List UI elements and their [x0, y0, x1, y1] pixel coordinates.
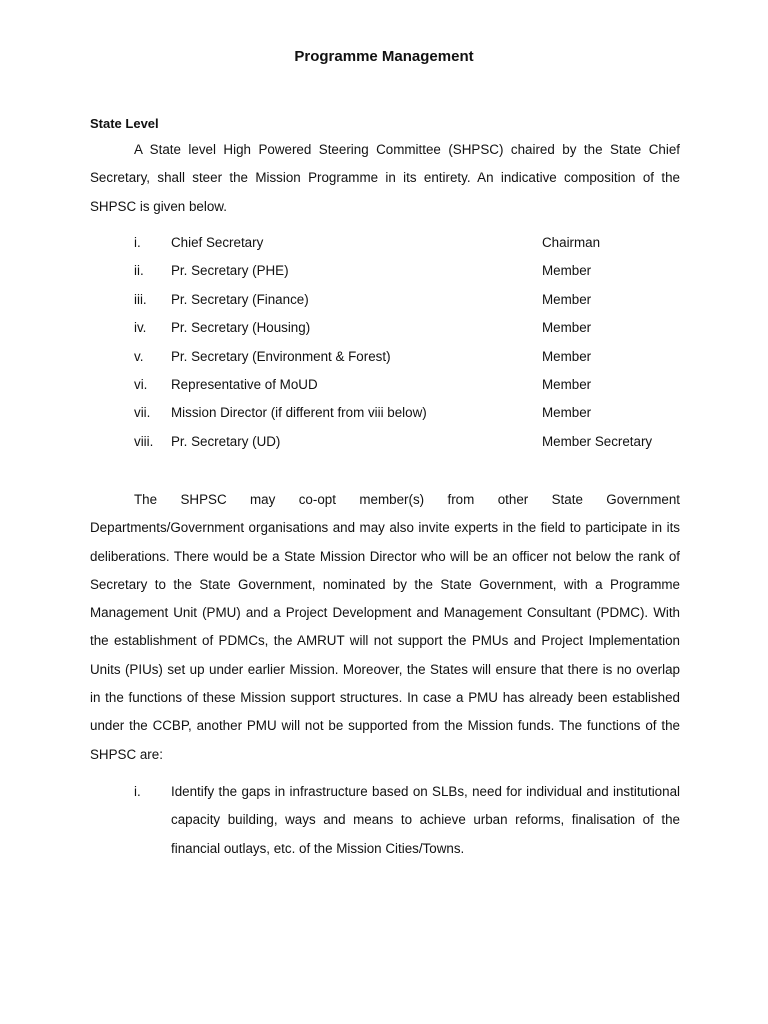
member-number: i.	[134, 235, 141, 250]
member-row	[0, 428, 768, 456]
member-row	[0, 229, 768, 257]
member-role: Member	[542, 348, 592, 364]
member-row	[0, 314, 768, 342]
member-row	[0, 343, 768, 371]
member-number: vii.	[134, 405, 151, 421]
member-name: Mission Director (if different from viii below)	[171, 405, 427, 421]
document-title: Programme Management	[294, 48, 474, 65]
member-name: Pr. Secretary (Finance)	[171, 291, 309, 307]
member-number: vi.	[134, 376, 148, 392]
member-row	[0, 257, 768, 285]
member-row	[0, 286, 768, 314]
member-number: iv.	[134, 320, 147, 336]
intro-paragraph: A State level High Powered Steering Committee (SHPSC) chaired by the State Chief Secretary, shall steer the Mission Programme in its entirety. An indicative composition of the SHPSC is given below.	[90, 142, 680, 214]
member-name: Chief Secretary	[171, 235, 264, 250]
shpsc-functions-list	[0, 778, 768, 863]
member-role: Member Secretary	[542, 433, 653, 449]
member-role: Member	[542, 376, 592, 392]
member-row	[0, 399, 768, 427]
committee-members-list	[0, 229, 768, 456]
function-text: Identify the gaps in infrastructure based on SLBs, need for individual and institutional capacity building, ways and means to achieve urban reforms, finalisation of the financial outlays, etc. of the Mission Cities/Towns.	[171, 784, 680, 856]
member-number: iii.	[134, 291, 147, 307]
member-name: Pr. Secretary (Environment & Forest)	[171, 348, 391, 364]
function-number: i.	[134, 784, 141, 799]
member-number: v.	[134, 348, 144, 364]
member-role: Chairman	[542, 235, 601, 250]
member-role: Member	[542, 405, 592, 421]
function-item	[0, 778, 768, 863]
member-number: ii.	[134, 263, 144, 279]
member-name: Pr. Secretary (Housing)	[171, 320, 311, 336]
shpsc-paragraph: The SHPSC may co-opt member(s) from other State Government Departments/Government organisations and may also invite experts in the field to participate in its deliberations. There would be a State Mission Director who will be an officer not below the rank of Secretary to the State Government, nominated by the State Government, with a Programme Management Unit (PMU) and a Project Development and Management Consultant (PDMC). With the establishment of PDMCs, the AMRUT will not support the PMUs and Project Implementation Units (PIUs) set up under earlier Mission. Moreover, the States will ensure that there is no overlap in the functions of these Mission support structures. In case a PMU has already been established under the CCBP, another PMU will not be supported from the Mission funds. The functions of the SHPSC are:	[90, 492, 680, 762]
member-role: Member	[542, 263, 592, 279]
member-row	[0, 371, 768, 399]
member-role: Member	[542, 291, 592, 307]
member-name: Pr. Secretary (PHE)	[171, 263, 289, 279]
member-name: Pr. Secretary (UD)	[171, 433, 281, 449]
member-number: viii.	[134, 433, 154, 449]
member-name: Representative of MoUD	[171, 376, 318, 392]
member-role: Member	[542, 320, 592, 336]
section-heading: State Level	[90, 116, 159, 131]
